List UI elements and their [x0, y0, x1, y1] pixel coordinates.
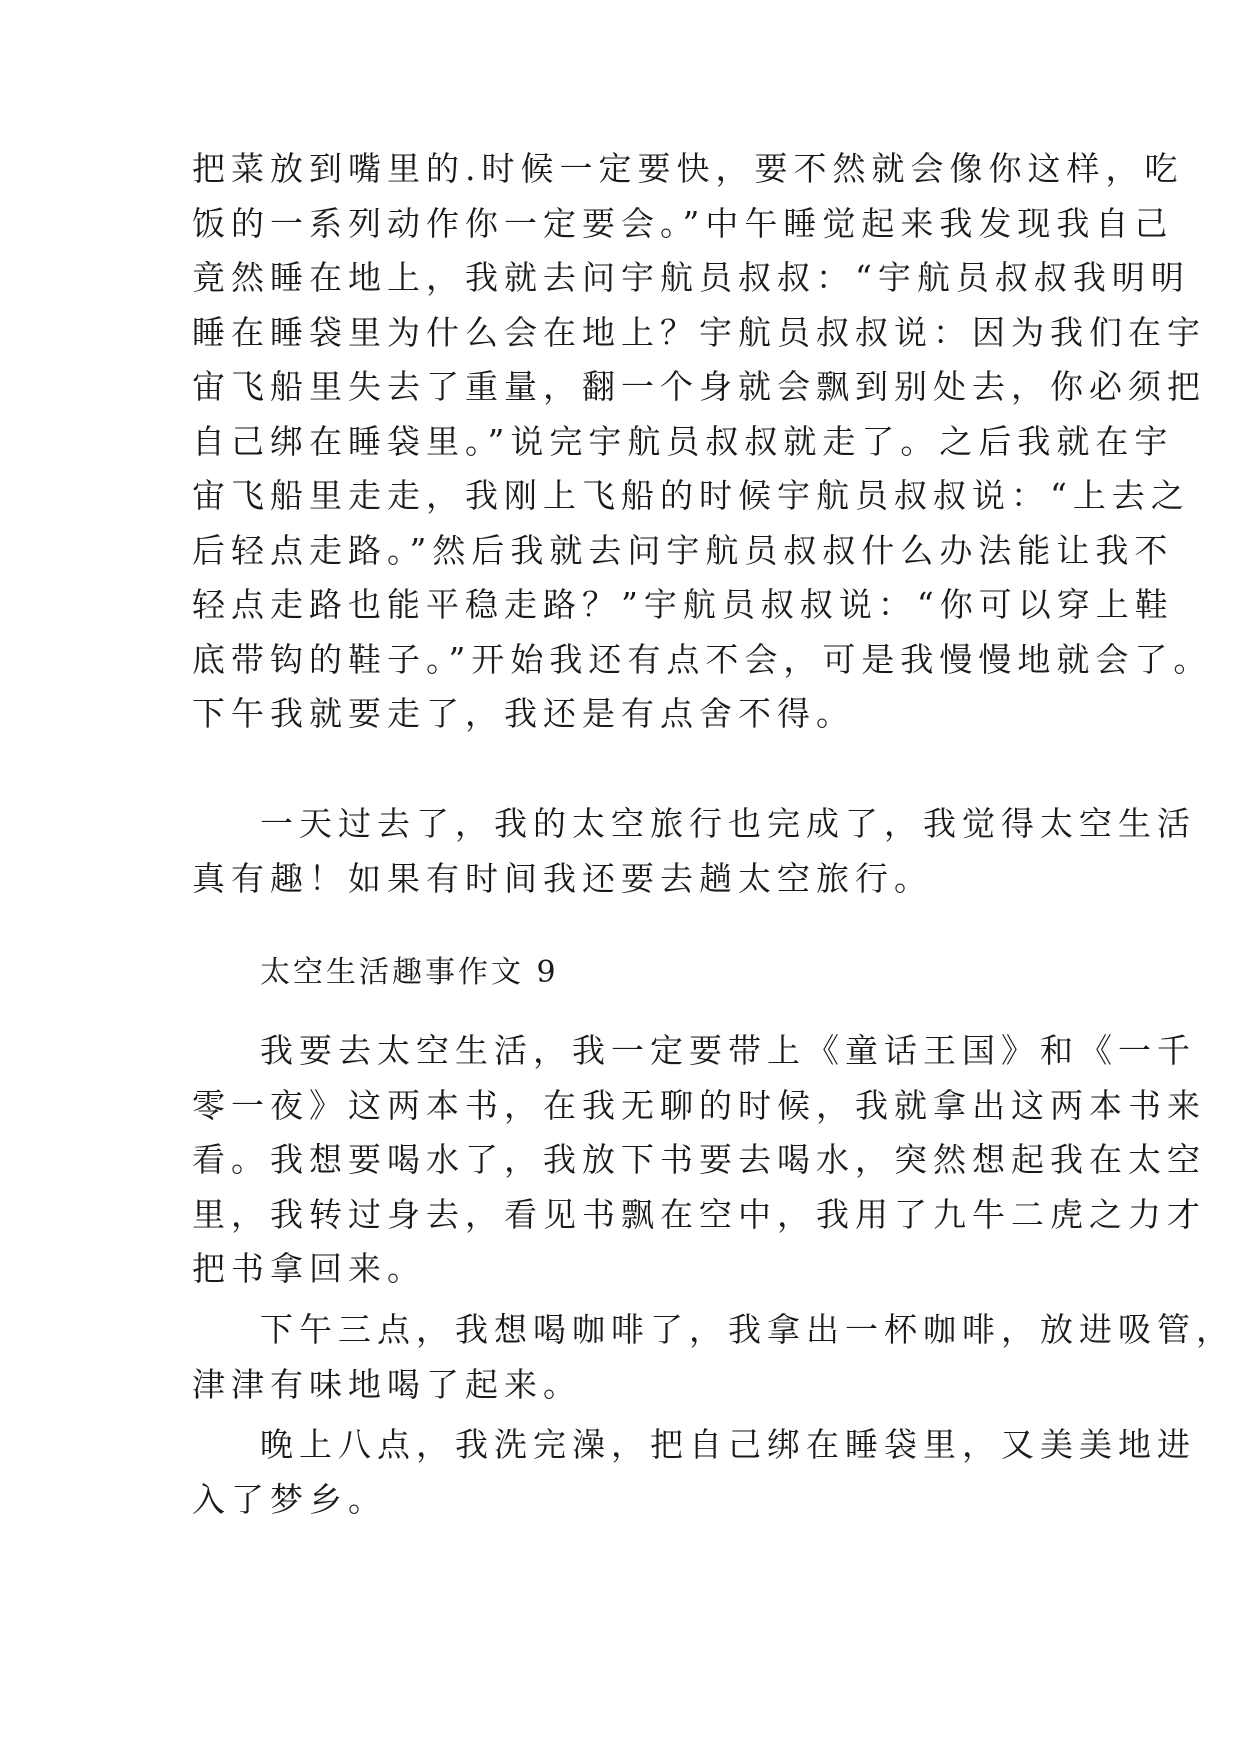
text-line: 饭的一系列动作你一定要会。”中午睡觉起来我发现我自己: [192, 203, 1174, 243]
text-line: 我要去太空生活，我一定要带上《童话王国》和《一千: [260, 1031, 1196, 1070]
essay-paragraph-books: [192, 1024, 1206, 1297]
text-line: 自己绑在睡袋里。”说完宇航员叔叔就走了。之后我就在宇: [192, 421, 1174, 461]
text-line: 真有趣！如果有时间我还要去趟太空旅行。: [192, 858, 933, 898]
text-line: 竟然睡在地上，我就去问宇航员叔叔：“宇航员叔叔我明明: [192, 258, 1190, 297]
essay-paragraph-sleep: [192, 1418, 1196, 1527]
text-line: 宙飞船里走走，我刚上飞船的时候宇航员叔叔说：“上去之: [192, 476, 1190, 515]
text-line: 晚上八点，我洗完澡，把自己绑在睡袋里，又美美地进: [260, 1425, 1196, 1464]
text-line: 轻点走路也能平稳走路？”宇航员叔叔说：“你可以穿上鞋: [192, 585, 1174, 624]
essay-paragraph-coffee: [192, 1303, 1235, 1412]
essay-title: 太空生活趣事作文 9: [260, 955, 559, 990]
text-line: 睡在睡袋里为什么会在地上？宇航员叔叔说：因为我们在宇: [192, 312, 1206, 352]
text-line: 把书拿回来。: [192, 1249, 426, 1288]
text-line: 一天过去了，我的太空旅行也完成了，我觉得太空生活: [260, 804, 1196, 843]
text-line: 零一夜》这两本书，在我无聊的时候，我就拿出这两本书来: [192, 1085, 1206, 1125]
text-line: 下午我就要走了，我还是有点舍不得。: [192, 694, 855, 733]
text-line: 底带钩的鞋子。”开始我还有点不会，可是我慢慢地就会了。: [192, 639, 1213, 679]
text-line: 入了梦乡。: [192, 1479, 387, 1519]
story-closing-paragraph: [192, 797, 1196, 906]
text-line: 里，我转过身去，看见书飘在空中，我用了九牛二虎之力才: [192, 1194, 1206, 1234]
story-continuation-paragraph: [192, 142, 1213, 742]
text-line: 津津有味地喝了起来。: [192, 1364, 582, 1404]
text-line: 把菜放到嘴里的.时候一定要快，要不然就会像你这样，吃: [192, 149, 1184, 188]
text-line: 宙飞船里失去了重量，翻一个身就会飘到别处去，你必须把: [192, 367, 1206, 406]
text-line: 下午三点，我想喝咖啡了，我拿出一杯咖啡，放进吸管，: [260, 1310, 1235, 1349]
text-line: 后轻点走路。”然后我就去问宇航员叔叔什么办法能让我不: [192, 530, 1174, 570]
text-line: 看。我想要喝水了，我放下书要去喝水，突然想起我在太空: [192, 1140, 1206, 1179]
